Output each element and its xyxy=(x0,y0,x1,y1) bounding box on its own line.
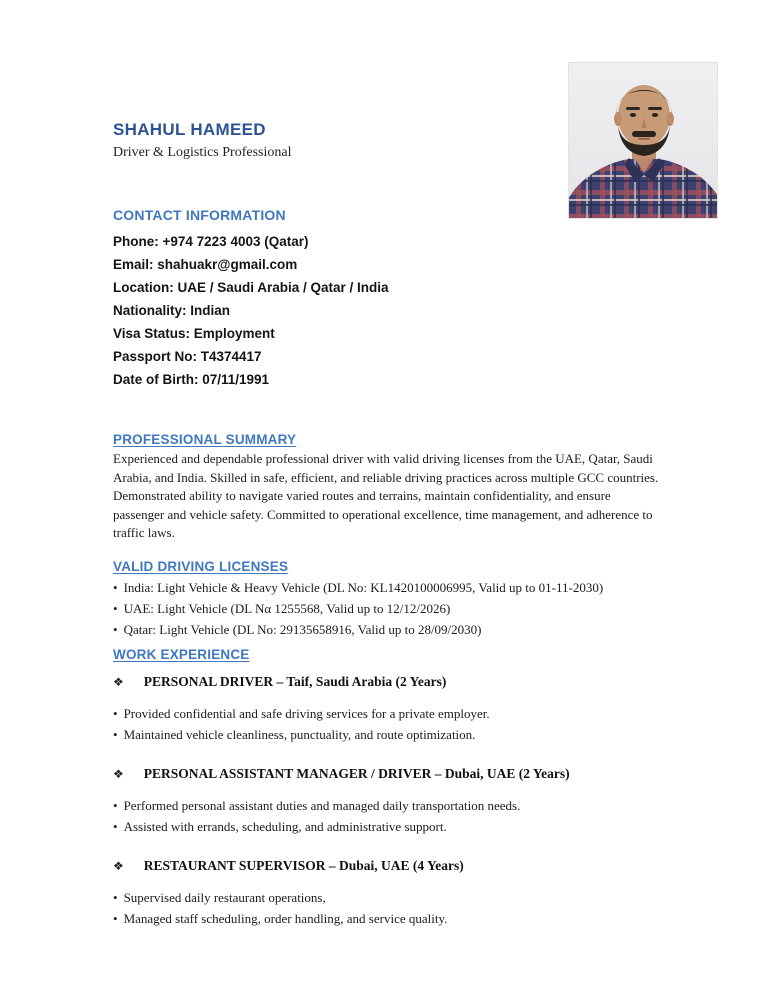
job-entry-restaurant-supervisor xyxy=(113,858,665,929)
job-bullet xyxy=(113,795,665,816)
contact-lines xyxy=(113,230,665,391)
candidate-job-title: Driver & Logistics Professional xyxy=(113,145,292,160)
licenses-section-heading: VALID DRIVING LICENSES xyxy=(113,558,289,574)
job-bullets xyxy=(113,887,665,929)
job-title: PERSONAL ASSISTANT MANAGER / DRIVER – Dubai, UAE (2 Years) xyxy=(143,765,570,781)
contact-visa-status: Visa Status: Employment xyxy=(113,326,275,341)
job-title-row xyxy=(113,674,665,690)
bullet-icon: • xyxy=(113,579,118,595)
job-bullets xyxy=(113,703,665,745)
job-bullet-text: Provided confidential and safe driving services for a private employer. xyxy=(123,705,490,721)
job-bullet xyxy=(113,908,665,929)
candidate-name: SHAHUL HAMEED xyxy=(113,120,266,139)
job-bullet xyxy=(113,816,665,837)
diamond-bullet-icon: ❖ xyxy=(113,674,124,689)
bullet-icon: • xyxy=(113,621,118,637)
job-bullet-text: Managed staff scheduling, order handling, and service quality. xyxy=(123,910,448,926)
resume-content xyxy=(113,0,665,929)
job-title-row xyxy=(113,766,665,782)
contact-section-heading: CONTACT INFORMATION xyxy=(113,207,286,223)
contact-phone: Phone: +974 7223 4003 (Qatar) xyxy=(113,234,309,249)
bullet-icon: • xyxy=(113,726,118,742)
summary-section-heading: PROFESSIONAL SUMMARY xyxy=(113,432,297,447)
job-title: PERSONAL DRIVER – Taif, Saudi Arabia (2 Years) xyxy=(143,673,447,689)
job-bullet xyxy=(113,724,665,745)
bullet-icon: • xyxy=(113,600,118,616)
license-item-text: UAE: Light Vehicle (DL Nα 1255568, Valid up to 12/12/2026) xyxy=(123,600,451,616)
license-list xyxy=(113,577,665,640)
contact-date-of-birth: Date of Birth: 07/11/1991 xyxy=(113,372,270,387)
bullet-icon: • xyxy=(113,705,118,721)
contact-nationality: Nationality: Indian xyxy=(113,303,231,318)
job-bullet xyxy=(113,703,665,724)
contact-email: Email: shahuakr@gmail.com xyxy=(113,257,298,272)
job-bullet xyxy=(113,887,665,908)
job-bullet-text: Performed personal assistant duties and managed daily transportation needs. xyxy=(123,797,521,813)
license-item-uae xyxy=(113,598,665,619)
job-bullet-text: Supervised daily restaurant operations, xyxy=(123,889,326,905)
bullet-icon: • xyxy=(113,889,118,905)
bullet-icon: • xyxy=(113,910,118,926)
job-bullet-text: Maintained vehicle cleanliness, punctuality, and route optimization. xyxy=(123,726,476,742)
diamond-bullet-icon: ❖ xyxy=(113,858,124,873)
contact-passport: Passport No: T4374417 xyxy=(113,349,262,364)
job-bullet-text: Assisted with errands, scheduling, and administrative support. xyxy=(123,818,447,834)
license-item-qatar xyxy=(113,619,665,640)
job-title: RESTAURANT SUPERVISOR – Dubai, UAE (4 Years) xyxy=(143,857,464,873)
summary-paragraph: Experienced and dependable professional driver with valid driving licenses from the UAE, Qatar, Saudi Arabia, and India. Skilled in safe, efficient, and reliable driving practices across multiple GCC countries. Demonstrated ability to navigate varied routes and terrains, maintain confidentiality, and ensure passenger and vehicle safety. Committed to operational excellence, time management, and adherence to traffic laws. xyxy=(113,451,659,541)
contact-location: Location: UAE / Saudi Arabia / Qatar / India xyxy=(113,280,389,295)
bullet-icon: • xyxy=(113,818,118,834)
diamond-bullet-icon: ❖ xyxy=(113,766,124,781)
job-bullets xyxy=(113,795,665,837)
job-entry-assistant-manager-driver xyxy=(113,766,665,837)
job-entry-personal-driver xyxy=(113,674,665,745)
job-title-row xyxy=(113,858,665,874)
experience-section-heading: WORK EXPERIENCE xyxy=(113,646,250,662)
license-item-text: India: Light Vehicle & Heavy Vehicle (DL No: KL1420100006995, Valid up to 01-11-2030) xyxy=(123,579,604,595)
license-item-india xyxy=(113,577,665,598)
license-item-text: Qatar: Light Vehicle (DL No: 29135658916, Valid up to 28/09/2030) xyxy=(123,621,482,637)
bullet-icon: • xyxy=(113,797,118,813)
